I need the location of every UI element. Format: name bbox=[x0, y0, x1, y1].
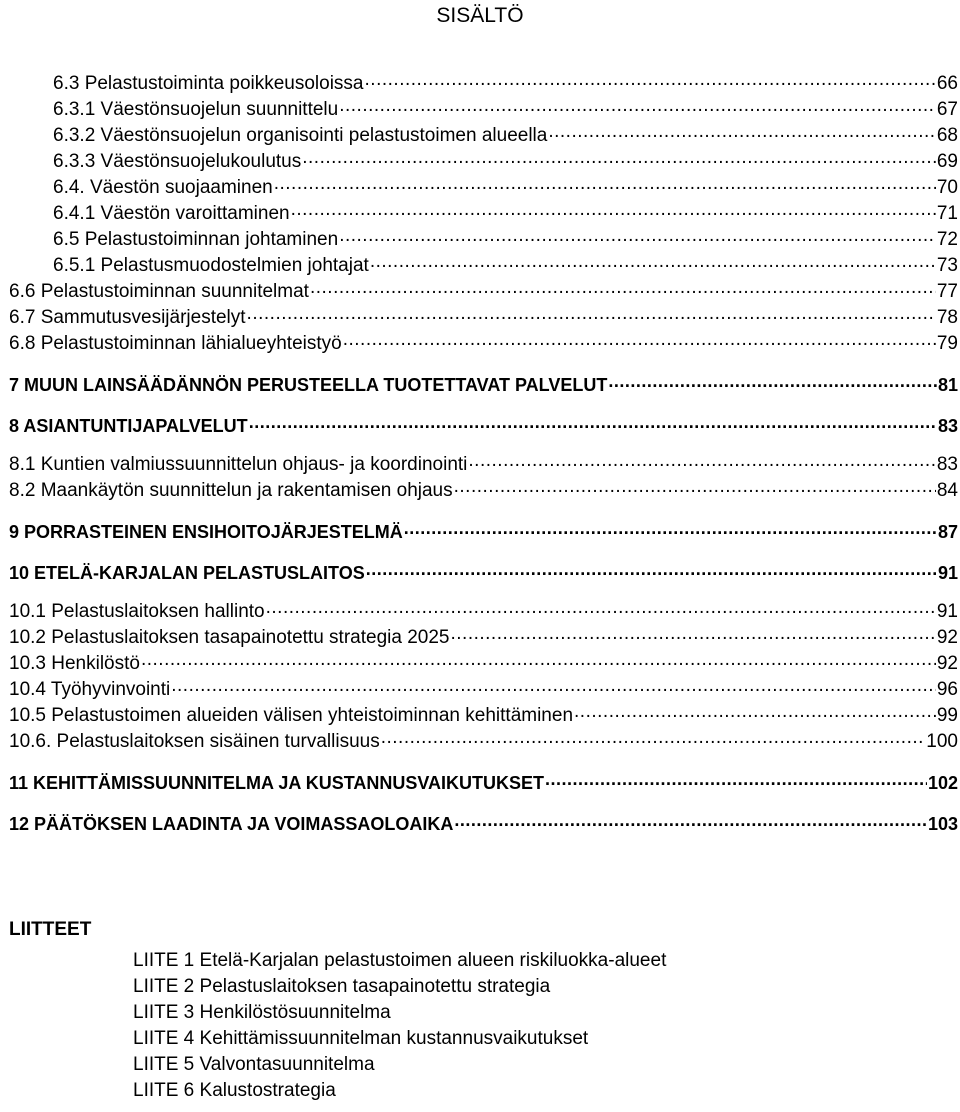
toc-leader-dots bbox=[548, 124, 936, 148]
toc-entry bbox=[9, 704, 958, 728]
attachment-item: LIITE 4 Kehittämissuunnitelman kustannusvaikutukset bbox=[133, 1028, 589, 1049]
toc-leader-dots bbox=[370, 254, 936, 278]
toc-entry-label: 10.5 Pelastustoimen alueiden välisen yhteistoiminnan kehittäminen bbox=[9, 705, 574, 726]
toc-leader-dots bbox=[454, 479, 936, 503]
toc-entry bbox=[9, 812, 958, 836]
toc-leader-dots bbox=[608, 373, 937, 397]
toc-entry-label: 6.5 Pelastustoiminnan johtaminen bbox=[53, 229, 339, 250]
toc-entry bbox=[9, 600, 958, 624]
toc-leader-dots bbox=[249, 414, 937, 438]
toc-entry-page: 81 bbox=[937, 375, 958, 395]
toc-entry-label: 6.8 Pelastustoiminnan lähialueyhteistyö bbox=[9, 333, 342, 354]
toc-entry-label: 10.3 Henkilöstö bbox=[9, 653, 140, 674]
toc-entry bbox=[9, 414, 958, 438]
attachment-item: LIITE 5 Valvontasuunnitelma bbox=[133, 1054, 375, 1075]
toc-leader-dots bbox=[141, 652, 936, 676]
toc-entry bbox=[53, 176, 958, 200]
toc-entry bbox=[9, 332, 958, 356]
toc-entry-label: 6.6 Pelastustoiminnan suunnitelmat bbox=[9, 281, 309, 302]
toc-leader-dots bbox=[247, 306, 936, 330]
page-title: SISÄLTÖ bbox=[436, 4, 524, 27]
toc-leader-dots bbox=[545, 771, 927, 795]
toc-entry-page: 73 bbox=[936, 255, 958, 276]
toc-entry-label: 8.1 Kuntien valmiussuunnittelun ohjaus- ja koordinointi bbox=[9, 454, 468, 475]
toc-leader-dots bbox=[366, 561, 937, 585]
toc-leader-dots bbox=[274, 176, 936, 200]
toc-entry-page: 100 bbox=[926, 731, 958, 752]
toc-entry-page: 79 bbox=[936, 333, 958, 354]
toc-entry bbox=[53, 98, 958, 122]
toc-entry-label: 6.4.1 Väestön varoittaminen bbox=[53, 203, 290, 224]
toc-entry bbox=[53, 124, 958, 148]
toc-entry bbox=[9, 373, 958, 397]
toc-leader-dots bbox=[291, 202, 936, 226]
toc-entry-page: 70 bbox=[936, 177, 958, 198]
toc-leader-dots bbox=[404, 520, 937, 544]
attachment-item: LIITE 1 Etelä-Karjalan pelastustoimen alueen riskiluokka-alueet bbox=[133, 950, 667, 971]
toc-leader-dots bbox=[343, 332, 936, 356]
toc-entry bbox=[9, 652, 958, 676]
toc-entry bbox=[53, 72, 958, 96]
toc-entry bbox=[53, 202, 958, 226]
toc-entry-page: 68 bbox=[936, 125, 958, 146]
toc-entry-label: 7 MUUN LAINSÄÄDÄNNÖN PERUSTEELLA TUOTETTAVAT PALVELUT bbox=[9, 375, 608, 395]
toc-entry bbox=[9, 306, 958, 330]
toc-entry-page: 78 bbox=[936, 307, 958, 328]
toc-leader-dots bbox=[302, 150, 936, 174]
toc-entry-page: 87 bbox=[937, 522, 958, 542]
toc-entry bbox=[9, 561, 958, 585]
toc-entry-page: 72 bbox=[936, 229, 958, 250]
toc-entry-label: 10 ETELÄ-KARJALAN PELASTUSLAITOS bbox=[9, 563, 365, 583]
toc-entry-label: 6.4. Väestön suojaaminen bbox=[53, 177, 273, 198]
toc-leader-dots bbox=[310, 280, 936, 304]
toc-leader-dots bbox=[339, 98, 936, 122]
toc-leader-dots bbox=[450, 626, 935, 650]
attachment-item: LIITE 2 Pelastuslaitoksen tasapainotettu strategia bbox=[133, 976, 551, 997]
toc-entry bbox=[9, 453, 958, 477]
toc-leader-dots bbox=[339, 228, 936, 252]
toc-entry-page: 66 bbox=[936, 73, 958, 94]
toc-entry bbox=[9, 678, 958, 702]
toc-entry-page: 92 bbox=[936, 653, 958, 674]
toc-entry-label: 8 ASIANTUNTIJAPALVELUT bbox=[9, 416, 248, 436]
toc-entry bbox=[9, 520, 958, 544]
toc-entry-page: 102 bbox=[927, 773, 958, 793]
toc-entry-label: 10.6. Pelastuslaitoksen sisäinen turvallisuus bbox=[9, 731, 380, 752]
toc-entry-page: 84 bbox=[936, 480, 958, 501]
attachments-list bbox=[133, 948, 666, 1104]
toc-leader-dots bbox=[574, 704, 936, 728]
toc-entry-label: 8.2 Maankäytön suunnittelun ja rakentamisen ohjaus bbox=[9, 480, 453, 501]
toc-entry-page: 91 bbox=[937, 563, 958, 583]
toc-entry-label: 10.4 Työhyvinvointi bbox=[9, 679, 171, 700]
toc-entry-page: 96 bbox=[936, 679, 958, 700]
toc-leader-dots bbox=[266, 600, 936, 624]
toc-entry bbox=[9, 479, 958, 503]
toc-entry bbox=[53, 254, 958, 278]
toc-entry-page: 77 bbox=[936, 281, 958, 302]
toc-entry-label: 6.3.2 Väestönsuojelun organisointi pelastustoimen alueella bbox=[53, 125, 548, 146]
toc-leader-dots bbox=[365, 72, 936, 96]
toc-entry-label: 6.5.1 Pelastusmuodostelmien johtajat bbox=[53, 255, 369, 276]
toc-entry bbox=[53, 228, 958, 252]
toc-leader-dots bbox=[381, 730, 926, 754]
toc-entry-label: 10.1 Pelastuslaitoksen hallinto bbox=[9, 601, 265, 622]
toc-entry-label: 10.2 Pelastuslaitoksen tasapainotettu strategia 2025 bbox=[9, 627, 450, 648]
toc-entry bbox=[9, 280, 958, 304]
toc-entry bbox=[9, 771, 958, 795]
toc-leader-dots bbox=[468, 453, 935, 477]
toc-leader-dots bbox=[454, 812, 927, 836]
toc-entry bbox=[9, 626, 958, 650]
toc-entry-label: 11 KEHITTÄMISSUUNNITELMA JA KUSTANNUSVAIKUTUKSET bbox=[9, 773, 545, 793]
toc-entry-page: 99 bbox=[936, 705, 958, 726]
toc-entry-label: 6.7 Sammutusvesijärjestelyt bbox=[9, 307, 246, 328]
toc-entry-page: 69 bbox=[936, 151, 958, 172]
toc-entry-page: 92 bbox=[936, 627, 958, 648]
toc-entry bbox=[53, 150, 958, 174]
toc-entry-label: 6.3.1 Väestönsuojelun suunnittelu bbox=[53, 99, 339, 120]
toc-entry-label: 9 PORRASTEINEN ENSIHOITOJÄRJESTELMÄ bbox=[9, 522, 403, 542]
attachment-item: LIITE 6 Kalustostrategia bbox=[133, 1080, 336, 1101]
toc-entry-label: 6.3 Pelastustoiminta poikkeusoloissa bbox=[53, 73, 364, 94]
attachments-heading: LIITTEET bbox=[9, 919, 92, 940]
toc-entry-page: 83 bbox=[937, 416, 958, 436]
toc-entry-page: 67 bbox=[936, 99, 958, 120]
toc-leader-dots bbox=[171, 678, 936, 702]
toc-entry-label: 12 PÄÄTÖKSEN LAADINTA JA VOIMASSAOLOAIKA bbox=[9, 814, 454, 834]
attachment-item: LIITE 3 Henkilöstösuunnitelma bbox=[133, 1002, 391, 1023]
toc-entry-page: 103 bbox=[927, 814, 958, 834]
toc-entry-label: 6.3.3 Väestönsuojelukoulutus bbox=[53, 151, 302, 172]
toc-entry-page: 91 bbox=[936, 601, 958, 622]
toc-entry-page: 83 bbox=[936, 454, 958, 475]
toc-entry-page: 71 bbox=[936, 203, 958, 224]
toc-entry bbox=[9, 730, 958, 754]
